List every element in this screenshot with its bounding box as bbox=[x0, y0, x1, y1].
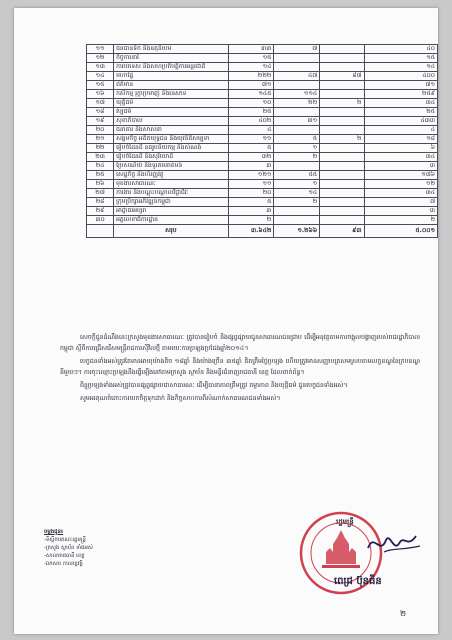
row-number: ១៤ bbox=[87, 72, 114, 81]
row-col-d: ៤ bbox=[364, 126, 437, 135]
total-row bbox=[87, 225, 438, 238]
row-name: ការបរទេស និងសហប្រតិបត្តិការអន្តរជាតិ bbox=[114, 63, 228, 72]
total-label: សរុប bbox=[114, 225, 228, 238]
row-col-b: ៣១ bbox=[274, 117, 320, 126]
row-col-b: ១ bbox=[274, 144, 320, 153]
row-col-a: ៤ bbox=[228, 126, 274, 135]
row-col-a: ៧១ bbox=[228, 81, 274, 90]
row-name: យុត្តិធម៌ bbox=[114, 99, 228, 108]
row-col-d: ៤៣៣ bbox=[364, 117, 437, 126]
body-text bbox=[60, 332, 420, 406]
table-row bbox=[87, 171, 438, 180]
row-name: អាជ្ញាធរអប្សរា bbox=[114, 207, 228, 216]
row-col-c bbox=[320, 207, 364, 216]
table-row bbox=[87, 45, 438, 54]
recipients-heading: ចម្លងជូន៖ bbox=[44, 529, 64, 535]
table-row bbox=[87, 99, 438, 108]
row-col-b bbox=[274, 162, 320, 171]
row-col-b: ៤៧ bbox=[274, 72, 320, 81]
table-row bbox=[87, 126, 438, 135]
row-number: ១៣ bbox=[87, 63, 114, 72]
row-col-a: ១១ bbox=[228, 135, 274, 144]
recipients-block bbox=[44, 528, 93, 568]
row-col-a: ៣២ bbox=[228, 153, 274, 162]
row-name: អគ្គលេខាធិការដ្ឋាន bbox=[114, 216, 228, 225]
row-name: ការងារ និងបណ្តុះបណ្តាលវិជ្ជាជីវៈ bbox=[114, 189, 228, 198]
row-col-c: ៨៧ bbox=[320, 72, 364, 81]
row-col-a: ១៤ bbox=[228, 63, 274, 72]
total-a: ៣.៦៤២ bbox=[228, 225, 274, 238]
row-col-d: ១២ bbox=[364, 180, 437, 189]
row-number: ២៩ bbox=[87, 207, 114, 216]
table-row bbox=[87, 81, 438, 90]
row-col-d: ៧ bbox=[364, 198, 437, 207]
document-page bbox=[14, 8, 438, 634]
row-name: រៀបចំដែនដី នគរូបនីយកម្ម និងសំណង់ bbox=[114, 144, 228, 153]
row-col-c bbox=[320, 162, 364, 171]
row-col-c bbox=[320, 180, 364, 189]
row-col-a: ២ bbox=[228, 216, 274, 225]
row-number: ២៧ bbox=[87, 189, 114, 198]
row-number: ២៥ bbox=[87, 171, 114, 180]
row-name: ព័ត៌មាន bbox=[114, 81, 228, 90]
row-number: ២៨ bbox=[87, 198, 114, 207]
paragraph-1: សេចក្តីជូនដំណឹងនេះក្រសួងមុខងារសាធារណៈ ត្រូវបានរៀបចំ និងផ្សព្វផ្សាយជូនសាធារណជនជ្រាប ដើម្បីអនុវត្តតាមការចង្អុលបង្ហាញរបស់រាជរដ្ឋាភិបាលកម្ពុជា ស្តីពីការជ្រើសរើសមន្ត្រីរាជការស៊ីវិលថ្មី តាមរយៈការប្រឡងប្រជែងឆ្នាំ២០១៤។ bbox=[60, 334, 420, 352]
row-name: ក្រុមប្រឹក្សាអភិវឌ្ឍន៍កម្ពុជា bbox=[114, 198, 228, 207]
row-col-c bbox=[320, 198, 364, 207]
row-col-a: ៣៣ bbox=[228, 45, 274, 54]
row-name: វប្បធម៌ bbox=[114, 108, 228, 117]
row-number: ១២ bbox=[87, 54, 114, 63]
row-col-d: ៣ bbox=[364, 207, 437, 216]
row-number: ២១ bbox=[87, 135, 114, 144]
paragraph-4: សូមអរគុណចំពោះការយកចិត្តទុកដាក់ និងកិច្ចសហការពីសំណាក់សាធារណជនទាំងអស់។ bbox=[80, 395, 281, 402]
table-row bbox=[87, 162, 438, 171]
recipient-item: -ក្រសួង ស្ថាប័ន ទាំងអស់ bbox=[44, 545, 93, 551]
row-number: ៣០ bbox=[87, 216, 114, 225]
row-name: សេដ្ឋកិច្ច និងហិរញ្ញវត្ថុ bbox=[114, 171, 228, 180]
signer-title: រដ្ឋមន្ត្រី bbox=[336, 518, 354, 526]
row-col-a: ១១ bbox=[228, 180, 274, 189]
row-col-b: ៥ bbox=[274, 135, 320, 144]
row-col-a: ២២២ bbox=[228, 72, 274, 81]
table-row bbox=[87, 216, 438, 225]
table-row bbox=[87, 153, 438, 162]
row-name: សង្គមកិច្ច អតីតយុទ្ធជន និងយុវនីតិសម្បទា bbox=[114, 135, 228, 144]
row-name: ធនធានទឹក និងឧតុនិយម bbox=[114, 45, 228, 54]
page-number: ២ bbox=[400, 609, 407, 618]
row-name: រៀបចំដែនដី និងសុរិយោដី bbox=[114, 153, 228, 162]
table-row bbox=[87, 63, 438, 72]
row-col-b: ២ bbox=[274, 153, 320, 162]
row-number: ១៦ bbox=[87, 90, 114, 99]
row-number: ១៧ bbox=[87, 99, 114, 108]
row-col-c bbox=[320, 90, 364, 99]
row-col-d: ៣៤ bbox=[364, 153, 437, 162]
row-col-a: ២៥ bbox=[228, 108, 274, 117]
ministry-allocation-table bbox=[86, 44, 438, 238]
table-row bbox=[87, 108, 438, 117]
row-col-c bbox=[320, 153, 364, 162]
row-col-a: ៣ bbox=[228, 162, 274, 171]
table-row bbox=[87, 198, 438, 207]
total-c: ៩៣ bbox=[320, 225, 364, 238]
paragraph-3: ពិន្ទុប្រឡងទាំងអស់ត្រូវបានផ្សព្វផ្សាយជាសាធារណៈ ដើម្បីធានាភាពត្រឹមត្រូវ តម្លាភាព និងយុត្តិធម៌ ជូនបេក្ខជនទាំងអស់។ bbox=[80, 382, 348, 389]
table-row bbox=[87, 54, 438, 63]
row-col-d: ១៤ bbox=[364, 63, 437, 72]
row-col-a: ៥ bbox=[228, 198, 274, 207]
row-col-a: ៣ bbox=[228, 207, 274, 216]
row-number: ១៥ bbox=[87, 81, 114, 90]
row-name: មុខងារសាធារណៈ bbox=[114, 180, 228, 189]
row-col-b bbox=[274, 216, 320, 225]
row-number: ២៣ bbox=[87, 153, 114, 162]
row-number: ១៩ bbox=[87, 117, 114, 126]
row-col-d: ២៥ bbox=[364, 108, 437, 117]
row-col-c: ២ bbox=[320, 99, 364, 108]
row-col-c bbox=[320, 63, 364, 72]
row-col-a: ១៥ bbox=[228, 54, 274, 63]
row-col-c bbox=[320, 117, 364, 126]
row-col-a: ៥ bbox=[228, 144, 274, 153]
row-col-b bbox=[274, 54, 320, 63]
row-col-b: ២ bbox=[274, 198, 320, 207]
row-col-c bbox=[320, 54, 364, 63]
row-col-b: ១១៤ bbox=[274, 90, 320, 99]
total-d: ៥.០០១ bbox=[364, 225, 437, 238]
row-col-d: ៣៤ bbox=[364, 189, 437, 198]
row-number: ១១ bbox=[87, 45, 114, 54]
row-col-b bbox=[274, 207, 320, 216]
row-col-d: ៤០ bbox=[364, 45, 437, 54]
row-col-a: ១៤៥ bbox=[228, 90, 274, 99]
row-number: ១៨ bbox=[87, 108, 114, 117]
table-row bbox=[87, 90, 438, 99]
row-col-b: ៥៥ bbox=[274, 171, 320, 180]
handwritten-signature bbox=[364, 528, 424, 562]
row-col-a: ៤០២ bbox=[228, 117, 274, 126]
recipient-item: -សាលារាជធានី ខេត្ត bbox=[44, 553, 85, 559]
row-col-d: ៣ bbox=[364, 162, 437, 171]
row-col-b: ១៤ bbox=[274, 189, 320, 198]
row-col-d: ១៧៦ bbox=[364, 171, 437, 180]
row-name: សុខាភិបាល bbox=[114, 117, 228, 126]
row-col-c bbox=[320, 81, 364, 90]
row-col-b bbox=[274, 126, 320, 135]
table-row bbox=[87, 189, 438, 198]
row-col-c: ២ bbox=[320, 135, 364, 144]
row-col-d: ៧១ bbox=[364, 81, 437, 90]
table-row bbox=[87, 117, 438, 126]
table-row bbox=[87, 207, 438, 216]
row-name: ធនាគារ និងសាសនា bbox=[114, 126, 228, 135]
row-name: កសិកម្ម រុក្ខាប្រមាញ់ និងនេសាទ bbox=[114, 90, 228, 99]
row-col-c bbox=[320, 171, 364, 180]
recipient-item: -ទីស្តីការគណៈរដ្ឋមន្ត្រី bbox=[44, 537, 86, 543]
row-name: ប្រៃសណីយ៍ និងទូរគមនាគមន៍ bbox=[114, 162, 228, 171]
row-col-c bbox=[320, 108, 364, 117]
recipient-item: -ឯកសារ កាលប្បវត្តិ bbox=[44, 561, 83, 567]
row-number: ២៦ bbox=[87, 180, 114, 189]
row-col-b bbox=[274, 63, 320, 72]
row-col-a: ២០ bbox=[228, 189, 274, 198]
row-col-d: ៣៤ bbox=[364, 99, 437, 108]
row-col-d: ២៥៩ bbox=[364, 90, 437, 99]
row-col-b bbox=[274, 81, 320, 90]
total-b: ១.២៦៦ bbox=[274, 225, 320, 238]
row-number: ២២ bbox=[87, 144, 114, 153]
row-col-d: ១៥ bbox=[364, 54, 437, 63]
table-row bbox=[87, 135, 438, 144]
row-col-d: ១៨ bbox=[364, 135, 437, 144]
row-col-c bbox=[320, 126, 364, 135]
row-name: កិច្ចការនារី bbox=[114, 54, 228, 63]
row-col-c bbox=[320, 144, 364, 153]
row-col-d: ៤០០ bbox=[364, 72, 437, 81]
row-col-b: ១ bbox=[274, 180, 320, 189]
table-row bbox=[87, 180, 438, 189]
row-col-a: ១០ bbox=[228, 99, 274, 108]
row-col-a: ១២១ bbox=[228, 171, 274, 180]
row-col-c bbox=[320, 45, 364, 54]
row-col-d: ២ bbox=[364, 216, 437, 225]
row-col-d: ៦ bbox=[364, 144, 437, 153]
row-col-b: ២២ bbox=[274, 99, 320, 108]
row-col-b bbox=[274, 108, 320, 117]
row-col-b: ៧ bbox=[274, 45, 320, 54]
row-col-c bbox=[320, 189, 364, 198]
table-row bbox=[87, 144, 438, 153]
table-row bbox=[87, 72, 438, 81]
row-number: ២០ bbox=[87, 126, 114, 135]
row-col-c bbox=[320, 216, 364, 225]
signer-name: ពេជ្រ ប៊ុនធិន bbox=[334, 576, 382, 587]
row-name: មហាផ្ទៃ bbox=[114, 72, 228, 81]
row-number: ២៤ bbox=[87, 162, 114, 171]
paragraph-2: បេក្ខជនទាំងអស់ត្រូវតែមានអាយុយ៉ាងតិច ១៨ឆ្នាំ និងយ៉ាងច្រើន ៣៥ឆ្នាំ គិតត្រឹមថ្ងៃប្រឡង ហើយត្រូវមានសញ្ញាបត្រសមស្របតាមលក្ខខណ្ឌនៃក្របខណ្ឌនីមួយៗ។ ការចុះឈ្មោះប្រឡងនឹងធ្វើឡើងនៅតាមក្រសួង ស្ថាប័ន និងមន្ទីរជំនាញរាជធានី ខេត្ត ដែលពាក់ព័ន្ធ។ bbox=[60, 358, 420, 376]
